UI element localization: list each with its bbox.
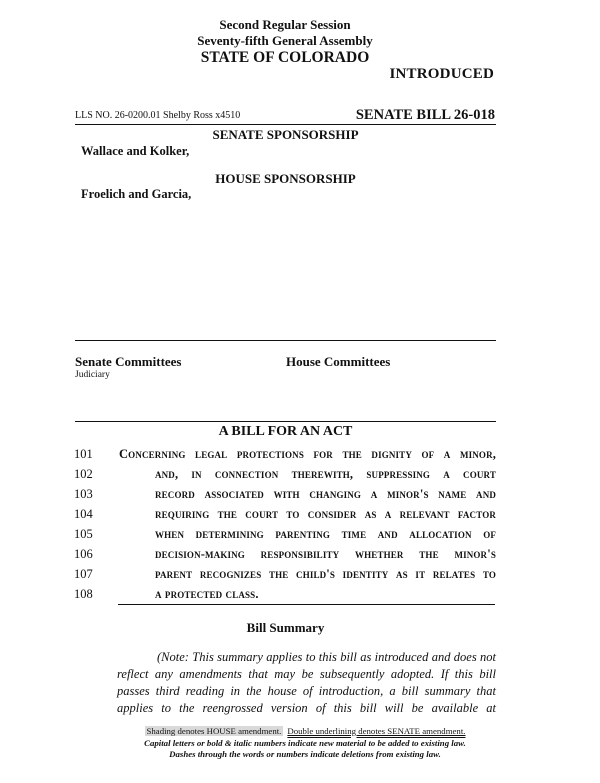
line-text: decision-making responsibility whether the minor's (155, 547, 496, 561)
senate-committees-title: Senate Committees (75, 354, 182, 369)
line-number: 101 (74, 447, 93, 461)
senate-sponsors: Wallace and Kolker, (81, 144, 190, 158)
bill-line (74, 487, 496, 507)
summary-title: Bill Summary (246, 620, 325, 635)
line-text: parent recognizes the child's identity as it relates to (155, 567, 496, 581)
line-number: 105 (74, 527, 93, 541)
house-amendment-note: Shading denotes HOUSE amendment. (146, 726, 282, 736)
sponsorship-divider (75, 340, 496, 341)
house-sponsors: Froelich and Garcia, (81, 187, 192, 201)
session-header (0, 17, 570, 66)
amendment-legend (110, 726, 500, 761)
line-text: when determining parenting time and allocation of (155, 527, 496, 541)
header-divider (75, 124, 496, 125)
session-label: Second Regular Session (219, 17, 351, 32)
senate-amendment-note: Double underlining denotes SENATE amendment. (287, 726, 466, 736)
house-sponsorship-title: HOUSE SPONSORSHIP (215, 171, 356, 186)
line-text: record associated with changing a minor's name and (155, 487, 496, 501)
line-number: 103 (74, 487, 93, 501)
bill-line (74, 467, 496, 487)
lls-number: LLS NO. 26-0200.01 Shelby Ross x4510 (75, 110, 241, 121)
line-number: 107 (74, 567, 93, 581)
bill-line (74, 547, 496, 567)
line-text: and, in connection therewith, suppressing a court (155, 467, 496, 481)
senate-sponsorship-title: SENATE SPONSORSHIP (212, 127, 359, 142)
assembly-label: Seventy-fifth General Assembly (197, 33, 373, 48)
bill-number: SENATE BILL 26-018 (355, 107, 495, 123)
bill-status: INTRODUCED (389, 66, 494, 82)
deletion-note: Dashes through the words or numbers indicate deletions from existing law. (169, 749, 441, 759)
legend-line-1 (110, 726, 500, 738)
summary-body: (Note: This summary applies to this bill as introduced and does not reflect any amendments that may be subsequently adopted. If this bill passes third reading in the house of introduction, a bill summary that applies to the reengrossed version of this bill will be available at (117, 650, 496, 715)
new-material-note: Capital letters or bold & italic numbers indicate new material to be added to existing law. (144, 737, 466, 748)
line-number: 106 (74, 547, 93, 561)
bill-line (74, 567, 496, 587)
house-committees-title: House Committees (286, 354, 391, 369)
committees-divider (75, 421, 496, 422)
senate-committees (75, 354, 182, 380)
bill-line (74, 447, 496, 467)
state-label: STATE OF COLORADO (200, 49, 370, 66)
bill-line (74, 527, 496, 547)
line-number: 104 (74, 507, 93, 521)
line-number: 102 (74, 467, 93, 481)
bill-line (74, 507, 496, 527)
act-title: A BILL FOR AN ACT (218, 424, 353, 439)
act-divider (118, 604, 495, 605)
line-text: a protected class. (155, 587, 259, 601)
line-text: Concerning legal protections for the dignity of a minor, (119, 447, 496, 461)
line-number: 108 (74, 587, 93, 601)
senate-committee-item: Judiciary (75, 370, 110, 380)
line-text: requiring the court to consider as a relevant factor (155, 507, 496, 521)
house-committees (286, 354, 390, 370)
